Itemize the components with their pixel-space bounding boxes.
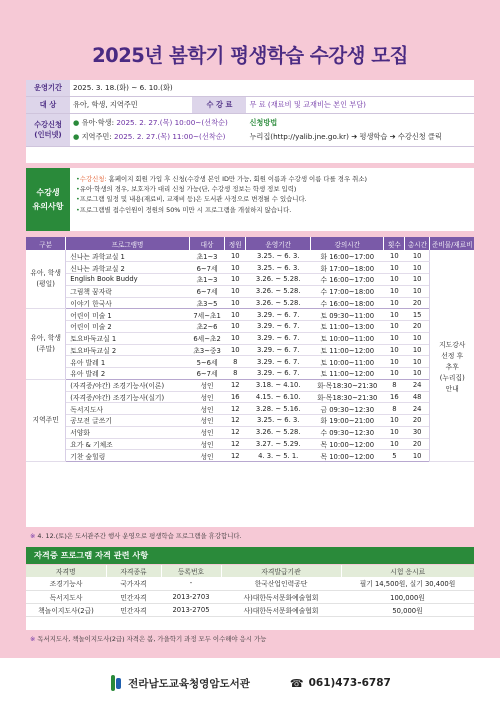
schedule-cell: 12 <box>225 403 246 415</box>
schedule-row <box>26 274 474 286</box>
cert-col-header: 자격명 <box>26 565 106 577</box>
schedule-cell: 수 16:00~18:00 <box>311 297 384 309</box>
phone-icon: ☎ <box>289 676 304 690</box>
schedule-cell: 토 10:00~11:00 <box>311 332 384 344</box>
schedule-cell: 10 <box>405 344 430 356</box>
schedule-cell: 16 <box>225 391 246 403</box>
target-value: 유아, 학생, 지역주민 <box>70 97 192 114</box>
period-value: 2025. 3. 18.(화) ~ 6. 10.(화) <box>70 80 474 97</box>
notice-panel <box>26 168 474 231</box>
schedule-cell: 8 <box>225 356 246 368</box>
schedule-row <box>26 297 474 309</box>
program-name: 신나는 과학교실 1 <box>66 250 190 262</box>
schedule-cell: 4.15. ~ 6.10. <box>246 391 311 403</box>
schedule-row <box>26 426 474 438</box>
period-label: 운영기간 <box>26 80 70 97</box>
schedule-cell: 8 <box>384 379 405 391</box>
schedule-cell: 5~6세 <box>189 356 225 368</box>
materials-note: 지도강사 선정 후 추후 (누리집) 안내 <box>430 250 474 462</box>
organization <box>109 675 250 691</box>
schedule-cell: 목 10:00~12:00 <box>311 450 384 462</box>
schedule-cell: 10 <box>405 250 430 262</box>
schedule-cell: 초3~5 <box>189 297 225 309</box>
schedule-cell: 10 <box>405 332 430 344</box>
col-header: 횟수 <box>384 237 405 250</box>
schedule-cell: 10 <box>405 285 430 297</box>
schedule-cell: 6세~초2 <box>189 332 225 344</box>
schedule-row <box>26 391 474 403</box>
schedule-cell: 3.25. ~ 6. 3. <box>246 250 311 262</box>
col-header: 운영기간 <box>246 237 311 250</box>
program-name: (자격증/야간) 조경기능사(이론) <box>66 379 190 391</box>
program-name: 독서지도사 <box>66 403 190 415</box>
notice-item: • 유아·학생의 경우, 보호자가 대리 신청 가능(단, 수강생 정보는 학생 정보 입력) <box>76 184 367 194</box>
fee-label: 수 강 료 <box>192 97 246 114</box>
schedule-row <box>26 344 474 356</box>
program-name: 유아 발레 1 <box>66 356 190 368</box>
schedule-cell: 10 <box>405 262 430 274</box>
schedule-cell: 6~7세 <box>189 285 225 297</box>
schedule-cell: 3.26. ~ 5.28. <box>246 274 311 286</box>
program-name: (자격증/야간) 조경기능사(실기) <box>66 391 190 403</box>
schedule-cell: 20 <box>405 415 430 427</box>
group-label: 유아, 학생 (주말) <box>26 309 66 380</box>
schedule-panel <box>26 237 474 527</box>
schedule-cell: 금 09:30~12:30 <box>311 403 384 415</box>
group-label: 유아, 학생 (평일) <box>26 250 66 309</box>
schedule-row <box>26 285 474 297</box>
cert-col-header: 자격종류 <box>106 565 161 577</box>
schedule-cell: 10 <box>384 262 405 274</box>
schedule-cell: 10 <box>225 297 246 309</box>
apply-method-link[interactable]: 누리집(http://yalib.jne.go.kr) ➔ 평생학습 ➔ 수강신청 클릭 <box>249 131 442 141</box>
schedule-cell: 24 <box>405 403 430 415</box>
apply-dates: ● 유아·학생: 2025. 2. 27.(목) 10:00~(선착순) ● 지역주민: 2025. 2. 27.(목) 11:00~(선착순) <box>70 113 246 146</box>
schedule-cell: 10 <box>384 438 405 450</box>
schedule-cell: 12 <box>225 426 246 438</box>
schedule-cell: 성인 <box>189 379 225 391</box>
schedule-cell: 초1~3 <box>189 274 225 286</box>
schedule-cell: 10 <box>384 356 405 368</box>
schedule-cell: 10 <box>405 356 430 368</box>
apply-method: 신청방법 누리집(http://yalib.jne.go.kr) ➔ 평생학습 ➔ 수강신청 클릭 <box>246 113 474 146</box>
schedule-row <box>26 450 474 462</box>
notice-list <box>76 174 367 215</box>
schedule-cell: 4. 3. ~ 5. 1. <box>246 450 311 462</box>
schedule-row <box>26 379 474 391</box>
program-name: 토요바둑교실 1 <box>66 332 190 344</box>
schedule-cell: 12 <box>225 415 246 427</box>
col-header: 총시간 <box>405 237 430 250</box>
schedule-cell: 30 <box>405 426 430 438</box>
info-table <box>26 80 474 147</box>
col-header: 정원 <box>225 237 246 250</box>
schedule-cell: 수 16:00~17:00 <box>311 274 384 286</box>
program-name: 어린이 미술 2 <box>66 321 190 333</box>
schedule-cell: 10 <box>384 332 405 344</box>
schedule-cell: 수 17:00~18:00 <box>311 285 384 297</box>
schedule-cell: 10 <box>225 262 246 274</box>
schedule-cell: 5 <box>384 450 405 462</box>
footnote-cert: ※ 독서지도사, 책놀이지도사(2급) 자격은 봄, 가을학기 과정 모두 이수해야 응시 가능 <box>30 635 267 643</box>
schedule-cell: 10 <box>384 415 405 427</box>
program-name: 토요바둑교실 2 <box>66 344 190 356</box>
program-name: 기찬 숲힐링 <box>66 450 190 462</box>
info-panel <box>26 80 474 163</box>
schedule-cell: 10 <box>384 309 405 321</box>
schedule-cell: 성인 <box>189 415 225 427</box>
schedule-cell: 20 <box>405 297 430 309</box>
program-name: 서양화 <box>66 426 190 438</box>
schedule-cell: 토 11:00~12:00 <box>311 368 384 380</box>
notice-item: • 프로그램 일정 및 내용(재료비, 교재비 등)은 도서관 사정으로 변경될 수 있습니다. <box>76 194 367 204</box>
schedule-cell: 3.18. ~ 4.10. <box>246 379 311 391</box>
fee-value: 무 료 (재료비 및 교재비는 본인 부담) <box>246 97 474 114</box>
schedule-cell: 12 <box>225 438 246 450</box>
notice-item: • 프로그램별 접수인원이 정원의 50% 미만 시 프로그램을 개설하지 않습니다. <box>76 205 367 215</box>
schedule-cell: 10 <box>225 250 246 262</box>
schedule-cell: 24 <box>405 379 430 391</box>
schedule-cell: 3.27. ~ 5.29. <box>246 438 311 450</box>
schedule-cell: 3.26. ~ 5.28. <box>246 297 311 309</box>
schedule-cell: 3.29. ~ 6. 7. <box>246 368 311 380</box>
schedule-cell: 초1~3 <box>189 250 225 262</box>
cert-row: 책놀이지도사(2급) 민간자격 2013-2705 사)대한독서문화예술협회 50,000원 <box>26 603 474 616</box>
program-name: 유아 발레 2 <box>66 368 190 380</box>
schedule-cell: 15 <box>405 309 430 321</box>
cert-row: 조경기능사 국가자격 - 한국산업인력공단 필기 14,500원, 실기 30,400원 <box>26 577 474 590</box>
col-header: 구분 <box>26 237 66 250</box>
cert-row: 독서지도사 민간자격 2013-2703 사)대한독서문화예술협회 100,000원 <box>26 590 474 603</box>
schedule-cell: 수 09:30~12:30 <box>311 426 384 438</box>
schedule-row <box>26 332 474 344</box>
schedule-cell: 6~7세 <box>189 262 225 274</box>
schedule-cell: 48 <box>405 391 430 403</box>
cert-section-title: 자격증 프로그램 자격 관련 사항 <box>26 547 474 564</box>
schedule-cell: 10 <box>225 309 246 321</box>
schedule-row <box>26 356 474 368</box>
program-name: English Book Buddy <box>66 274 190 286</box>
footnote-closure: ※ 4. 12.(토)은 도서관주간 행사 운영으로 평생학습 프로그램을 휴강합니다. <box>30 532 242 540</box>
col-header: 대상 <box>189 237 225 250</box>
col-header: 프로그램명 <box>66 237 190 250</box>
schedule-row <box>26 415 474 427</box>
schedule-cell: 화·목18:30~21:30 <box>311 391 384 403</box>
schedule-cell: 3.26. ~ 5.28. <box>246 426 311 438</box>
organization-name: 전라남도교육청영암도서관 <box>128 677 250 690</box>
schedule-cell: 토 10:00~11:00 <box>311 356 384 368</box>
schedule-cell: 10 <box>225 332 246 344</box>
schedule-cell: 16 <box>384 391 405 403</box>
schedule-cell: 10 <box>225 285 246 297</box>
schedule-cell: 6~7세 <box>189 368 225 380</box>
program-name: 이야기 한국사 <box>66 297 190 309</box>
program-name: 그림책 꿈자락 <box>66 285 190 297</box>
program-name: 요가 & 기체조 <box>66 438 190 450</box>
schedule-row <box>26 403 474 415</box>
schedule-cell: 토 09:30~11:00 <box>311 309 384 321</box>
schedule-cell: 10 <box>384 321 405 333</box>
schedule-table <box>26 237 474 462</box>
col-header: 강의시간 <box>311 237 384 250</box>
notice-label: 수강생 유의사항 <box>26 168 70 231</box>
schedule-row <box>26 309 474 321</box>
page-title: 2025년 봄학기 평생학습 수강생 모집 <box>92 44 408 67</box>
schedule-cell: 성인 <box>189 438 225 450</box>
schedule-cell: 10 <box>225 344 246 356</box>
schedule-cell: 성인 <box>189 450 225 462</box>
cert-col-header: 등록번호 <box>161 565 221 577</box>
notice-item: • 수강신청: 홈페이지 회원 가입 후 신청(수강생 본인 ID만 가능, 회원 이름과 수강생 이름 다를 경우 취소) <box>76 174 367 184</box>
schedule-cell: 화 17:00~18:00 <box>311 262 384 274</box>
schedule-row <box>26 321 474 333</box>
schedule-cell: 3.25. ~ 6. 3. <box>246 415 311 427</box>
program-name: 어린이 미술 1 <box>66 309 190 321</box>
program-name: 신나는 과학교실 2 <box>66 262 190 274</box>
schedule-row <box>26 438 474 450</box>
schedule-cell: 10 <box>225 321 246 333</box>
footer-bar <box>0 658 500 708</box>
apply-label: 수강신청 (인터넷) <box>26 113 70 146</box>
schedule-cell: 3.29. ~ 6. 7. <box>246 309 311 321</box>
schedule-cell: 3.28. ~ 5.16. <box>246 403 311 415</box>
schedule-cell: 성인 <box>189 403 225 415</box>
schedule-cell: 10 <box>384 426 405 438</box>
schedule-row <box>26 250 474 262</box>
schedule-cell: 3.26. ~ 5.28. <box>246 285 311 297</box>
cert-col-header: 시험 응시료 <box>341 565 474 577</box>
schedule-cell: 화·목18:30~21:30 <box>311 379 384 391</box>
schedule-cell: 10 <box>384 344 405 356</box>
cert-table <box>26 565 474 617</box>
schedule-cell: 3.29. ~ 6. 7. <box>246 321 311 333</box>
schedule-cell: 7세~초1 <box>189 309 225 321</box>
contact-phone[interactable] <box>290 677 391 690</box>
schedule-cell: 10 <box>384 274 405 286</box>
schedule-cell: 20 <box>405 438 430 450</box>
schedule-cell: 3.25. ~ 6. 3. <box>246 262 311 274</box>
schedule-cell: 10 <box>384 368 405 380</box>
program-name: 공모전 글쓰기 <box>66 415 190 427</box>
schedule-cell: 20 <box>405 321 430 333</box>
schedule-cell: 10 <box>405 368 430 380</box>
schedule-row <box>26 262 474 274</box>
phone-number: 061)473-6787 <box>308 677 391 689</box>
target-label: 대 상 <box>26 97 70 114</box>
schedule-cell: 8 <box>384 403 405 415</box>
schedule-cell: 토 11:00~12:00 <box>311 344 384 356</box>
schedule-cell: 토 11:00~13:00 <box>311 321 384 333</box>
schedule-cell: 초3~중3 <box>189 344 225 356</box>
schedule-cell: 12 <box>225 450 246 462</box>
cert-panel <box>26 565 474 630</box>
col-header: 준비물/재료비 <box>430 237 474 250</box>
schedule-cell: 10 <box>384 285 405 297</box>
schedule-cell: 12 <box>225 379 246 391</box>
schedule-row <box>26 368 474 380</box>
schedule-cell: 8 <box>225 368 246 380</box>
schedule-cell: 10 <box>405 274 430 286</box>
cert-col-header: 자격발급기관 <box>221 565 341 577</box>
schedule-cell: 3.29. ~ 6. 7. <box>246 332 311 344</box>
schedule-cell: 성인 <box>189 391 225 403</box>
schedule-cell: 성인 <box>189 426 225 438</box>
schedule-cell: 10 <box>384 250 405 262</box>
library-logo-icon <box>109 675 123 691</box>
schedule-cell: 3.29. ~ 6. 7. <box>246 344 311 356</box>
schedule-cell: 10 <box>405 450 430 462</box>
schedule-cell: 화 19:00~21:00 <box>311 415 384 427</box>
schedule-cell: 10 <box>225 274 246 286</box>
group-label: 지역주민 <box>26 379 66 461</box>
schedule-cell: 화 16:00~17:00 <box>311 250 384 262</box>
schedule-cell: 10 <box>384 297 405 309</box>
schedule-cell: 목 10:00~12:00 <box>311 438 384 450</box>
schedule-cell: 3.29. ~ 6. 7. <box>246 356 311 368</box>
schedule-cell: 초2~6 <box>189 321 225 333</box>
